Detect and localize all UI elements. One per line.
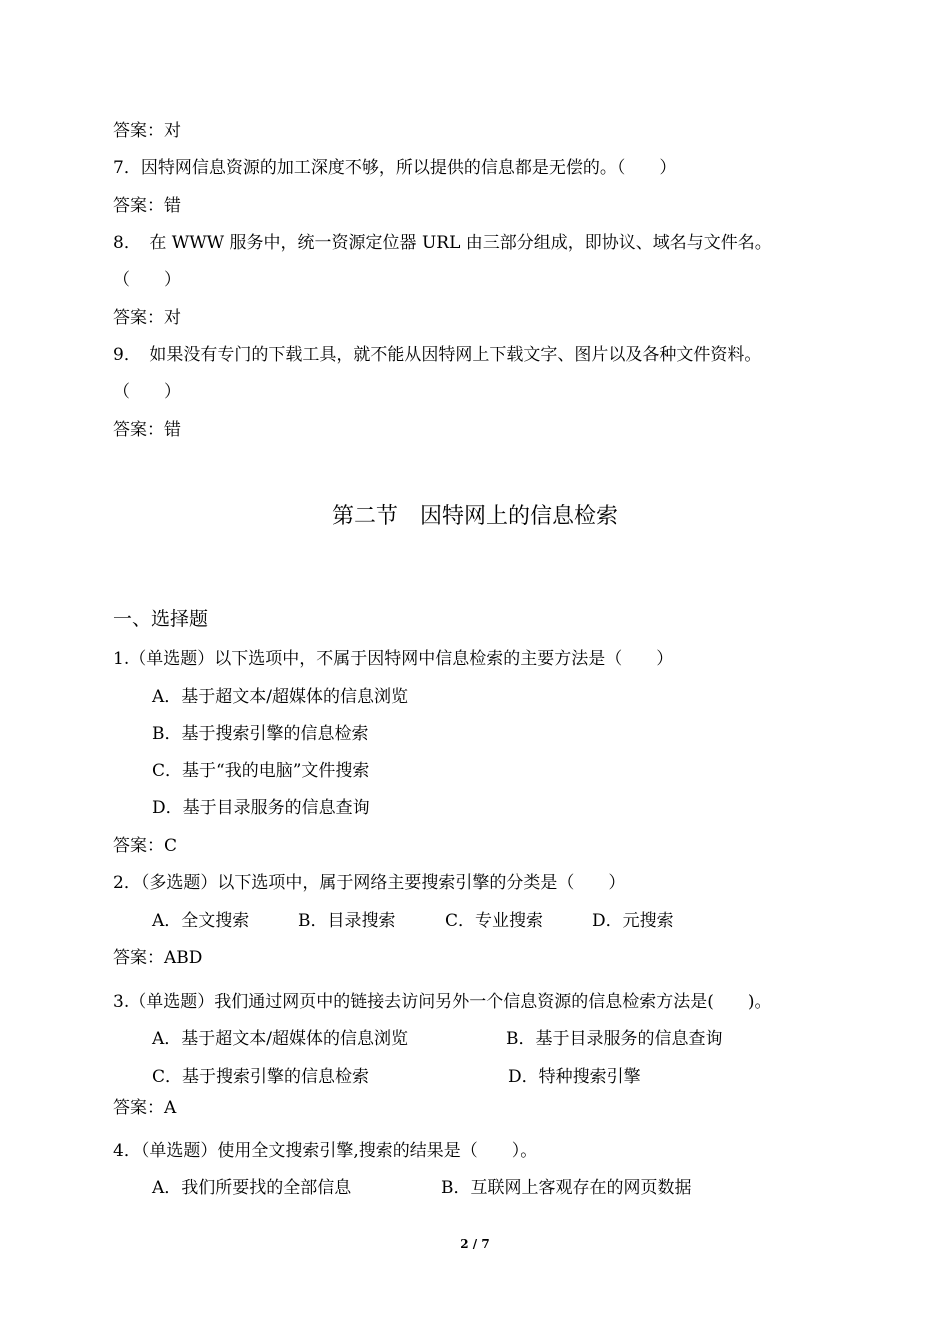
s1-text: 1.（单选题）以下选项中，不属于因特网中信息检索的主要方法是（ ） xyxy=(113,649,674,669)
s4-option-b: B．互联网上客观存在的网页数据 xyxy=(441,1178,692,1198)
s1-option-c: C．基于“我的电脑”文件搜索 xyxy=(152,761,370,781)
s1-answer: 答案：C xyxy=(113,836,178,856)
q7-answer: 答案：错 xyxy=(113,196,181,216)
s2-option-b: B．目录搜索 xyxy=(298,911,396,931)
section-title: 第二节 因特网上的信息检索 xyxy=(331,504,618,529)
s3-option-a: A．基于超文本/超媒体的信息浏览 xyxy=(152,1029,409,1049)
q9-answer: 答案：错 xyxy=(113,420,181,440)
s2-text: 2．（多选题）以下选项中，属于网络主要搜索引擎的分类是（ ） xyxy=(113,873,626,893)
q8-paren: （ ） xyxy=(113,270,181,290)
q9-text: 9． 如果没有专门的下载工具，就不能从因特网上下载文字、图片以及各种文件资料。 xyxy=(113,345,762,365)
s2-option-c: C．专业搜索 xyxy=(445,911,544,931)
s3-answer: 答案：A xyxy=(113,1098,177,1118)
q8-text: 8． 在 WWW 服务中，统一资源定位器 URL 由三部分组成，即协议、域名与文件名。 xyxy=(113,233,772,253)
s1-option-d: D．基于目录服务的信息查询 xyxy=(152,798,370,818)
s2-option-a: A．全文搜索 xyxy=(152,911,250,931)
s3-text: 3.（单选题）我们通过网页中的链接去访问另外一个信息资源的信息检索方法是( )。 xyxy=(113,992,772,1012)
s4-text: 4．（单选题）使用全文搜索引擎,搜索的结果是（ ）。 xyxy=(113,1141,538,1161)
s3-option-b: B．基于目录服务的信息查询 xyxy=(506,1029,723,1049)
s2-answer: 答案：ABD xyxy=(113,948,203,968)
s3-option-c: C．基于搜索引擎的信息检索 xyxy=(152,1067,370,1087)
q9-paren: （ ） xyxy=(113,382,181,402)
s4-option-a: A．我们所要找的全部信息 xyxy=(152,1178,352,1198)
s2-option-d: D．元搜索 xyxy=(592,911,674,931)
s1-option-b: B．基于搜索引擎的信息检索 xyxy=(152,724,369,744)
s1-option-a: A．基于超文本/超媒体的信息浏览 xyxy=(152,687,409,707)
q6-answer: 答案：对 xyxy=(113,121,181,141)
part-heading: 一、选择题 xyxy=(113,608,209,630)
s3-option-d: D．特种搜索引擎 xyxy=(508,1067,641,1087)
q8-answer: 答案：对 xyxy=(113,308,181,328)
page-number: 2 / 7 xyxy=(460,1237,490,1251)
q7-text: 7．因特网信息资源的加工深度不够，所以提供的信息都是无偿的。（ ） xyxy=(113,158,677,178)
